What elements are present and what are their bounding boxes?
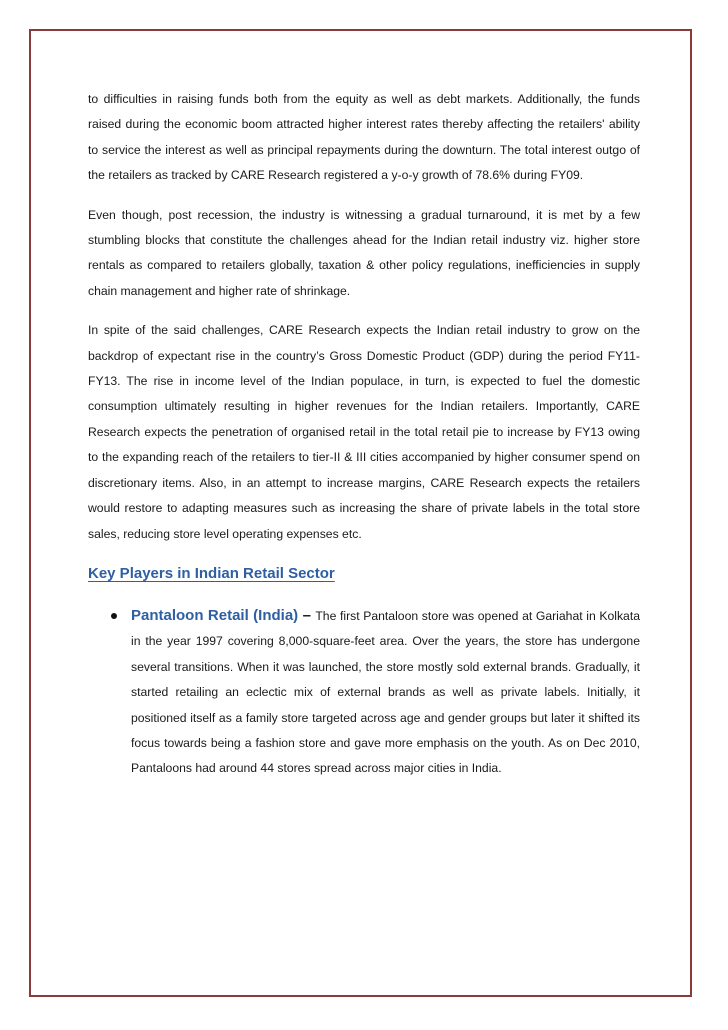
key-players-list bbox=[88, 603, 640, 782]
list-item bbox=[88, 603, 640, 782]
document-body bbox=[88, 87, 640, 782]
paragraph-funding: to difficulties in raising funds both from the equity as well as debt markets. Additionally, the funds raised during the economic boom attracted higher interest rates thereby affecting the retailers' ability to service the interest as well as principal repayments during the downturn. The total interest outgo of the retailers as tracked by CARE Research registered a y-o-y growth of 78.6% during FY09. bbox=[88, 92, 640, 183]
bullet-text: The first Pantaloon store was opened at Gariahat in Kolkata in the year 1997 covering 8,000-square-feet area. Over the years, the store has undergone several transitions. When it was launched, the store mostly sold external brands. Gradually, it started retailing an eclectic mix of external brands as well as private labels. Initially, it positioned itself as a family store targeted across age and gender groups but later it shifted its focus towards being a fashion store and gave more emphasis on the youth. As on Dec 2010, Pantaloons had around 44 stores spread across major cities in India. bbox=[131, 608, 640, 776]
section-heading: Key Players in Indian Retail Sector bbox=[88, 564, 335, 582]
bullet-icon bbox=[111, 613, 117, 619]
paragraph-outlook: In spite of the said challenges, CARE Research expects the Indian retail industry to grow on the backdrop of expectant rise in the country’s Gross Domestic Product (GDP) during the period FY11-FY13. The rise in income level of the Indian populace, in turn, is expected to fuel the domestic consumption ultimately resulting in higher revenues for the Indian retailers. Importantly, CARE Research expects the penetration of organised retail in the total retail pie to increase by FY13 owing to the expanding reach of the retailers to tier-II & III cities accompanied by higher consumer spend on discretionary items. Also, in an attempt to increase margins, CARE Research expects the retailers would restore to adapting measures such as increasing the share of private labels in the total store sales, reducing store level operating expenses etc. bbox=[88, 323, 640, 541]
paragraph-challenges: Even though, post recession, the industry is witnessing a gradual turnaround, it is met by a few stumbling blocks that constitute the challenges ahead for the Indian retail industry viz. higher store rentals as compared to retailers globally, taxation & other policy regulations, inefficiencies in supply chain management and higher rate of shrinkage. bbox=[88, 207, 640, 298]
bullet-title: Pantaloon Retail (India) bbox=[131, 606, 299, 624]
bullet-dash: – bbox=[298, 606, 316, 624]
